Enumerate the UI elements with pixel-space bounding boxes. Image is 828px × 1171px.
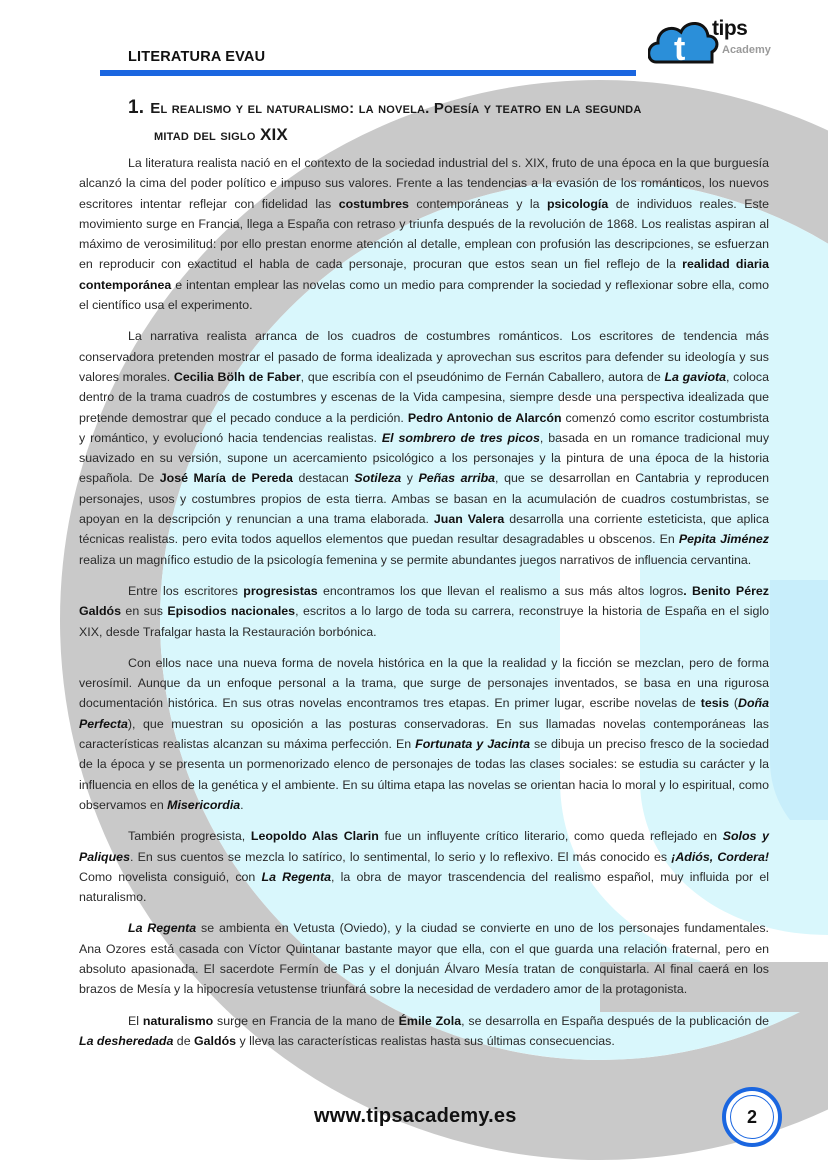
- emphasis: naturalismo: [142, 1013, 214, 1028]
- paragraph: [79, 918, 769, 999]
- text-run: . En sus cuentos se mezcla lo satírico, lo sentimental, lo serio y lo reflexivo. El más conocido es: [129, 849, 672, 864]
- text-run: .: [240, 797, 244, 812]
- work-title: La Regenta: [261, 869, 332, 884]
- text-run: (: [728, 696, 739, 711]
- text-run: También progresista,: [128, 829, 251, 844]
- text-run: desarrolla una corriente esteticista, que aplica técnicas realistas. pero evita todos aquellos elementos que puedan resultar desagradables u obscenos. En: [79, 512, 769, 547]
- text-run: , la obra de mayor trascendencia del realismo español, muy influida por el naturalismo.: [79, 869, 770, 905]
- work-title: Peñas arriba: [418, 471, 496, 486]
- work-title: ¡Adiós, Cordera!: [671, 849, 769, 864]
- work-title: La desheredada: [79, 1033, 174, 1048]
- emphasis: progresistas: [243, 583, 318, 598]
- emphasis: psicología: [546, 196, 609, 211]
- header-title: LITERATURA EVAU: [128, 49, 266, 65]
- text-run: La literatura realista nació en el contexto de la sociedad industrial del s. XIX, fruto de una época en la que burguesía alcanzó la cima del poder político e impuso sus valores. Frente a las tendencias a la evasión de los románticos, los nuevos escritores intentar reflejar con fidelidad las: [79, 156, 769, 211]
- text-run: , escritos a lo largo de toda su carrera, reconstruye la historia de España en el siglo XIX, desde Trafalgar hasta la Restauración borbónica.: [79, 604, 769, 639]
- text-run: Entre los escritores: [128, 583, 244, 598]
- paragraph: [79, 1011, 769, 1052]
- footer-website-link[interactable]: www.tipsacademy.es: [314, 1105, 517, 1127]
- text-run: realiza un magnífico estudio de la psicología femenina y se permite abundantes juegos narrativos de influencia cervantina.: [79, 552, 752, 567]
- text-run: se dibuja un preciso fresco de la sociedad de la época y se presenta un pormenorizado elenco de personajes de todas las clases sociales: se estudia su carácter y la influencia en ellos de la genética y el ambiente. En su última etapa las novelas se orientan hacia lo moral y lo espiritual, como observamos en: [79, 737, 769, 812]
- text-run: destacan: [292, 471, 355, 486]
- emphasis: tesis: [700, 696, 729, 711]
- paragraph: [79, 653, 769, 815]
- emphasis: Leopoldo Alas Clarin: [250, 829, 379, 844]
- section-title-line1: El realismo y el naturalismo: la novela. Poesía y teatro en la segunda: [150, 100, 642, 117]
- text-run: encontramos los que llevan el realismo a sus más altos logros: [317, 583, 684, 598]
- text-run: de individuos reales. Este movimiento surge en Francia, llega a España con retraso y triunfa después de la revolución de 1868. Los realistas aspiran al máximo de verosimilitud: por ello prestan enorme atención al detalle, emplean con profusión las descripciones, se esfuerzan en reproducir con exactitud el habla de cada personaje, procuran que estos sean un fiel reflejo de la: [79, 196, 769, 272]
- section-title-roman: XIX: [259, 125, 288, 144]
- emphasis: Pedro Antonio de Alarcón: [407, 410, 562, 425]
- work-title: Doña Perfecta: [79, 696, 769, 731]
- emphasis: Episodios nacionales: [167, 604, 296, 619]
- section-title: [128, 95, 778, 149]
- emphasis: Juan Valera: [433, 512, 505, 527]
- text-run: El: [128, 1013, 143, 1028]
- emphasis: . Benito Pérez Galdós: [79, 583, 769, 619]
- work-title: Solos y Paliques: [79, 829, 769, 864]
- text-run: de: [173, 1033, 195, 1048]
- text-run: e intentan emplear las novelas como un medio para comprender la sociedad y reflexionar sobre ella, como el científico usa el experimento.: [79, 277, 769, 313]
- emphasis: Émile Zola: [398, 1013, 462, 1028]
- work-title: El sombrero de tres picos: [381, 430, 540, 445]
- text-run: fue un influyente crítico literario, como queda reflejado en: [378, 829, 723, 844]
- emphasis: Galdós: [194, 1033, 237, 1048]
- work-title: Sotileza: [354, 471, 402, 486]
- logo-text: tips: [712, 17, 748, 40]
- work-title: Pepita Jiménez: [678, 532, 769, 547]
- text-run: , se desarrolla en España después de la publicación de: [461, 1013, 769, 1028]
- text-run: comenzó como escritor costumbrista y romántico, y evolucionó hacia tendencias realistas.: [79, 410, 770, 445]
- page-number: 2: [730, 1095, 774, 1139]
- text-run: Como novelista consiguió, con: [79, 869, 262, 884]
- text-run: , que escribía con el pseudónimo de Fernán Caballero, autora de: [300, 369, 665, 384]
- paragraph: [79, 826, 769, 907]
- text-run: , que se desarrollan en Cantabria y reproducen personajes, usos y costumbres propios de esta tierra. Ambas se basan en la acumulación de cuadros costumbristas, se apoyan en la descripción y renuncian a una trama elaborada.: [79, 471, 769, 527]
- text-run: contemporáneas y la: [408, 196, 547, 211]
- header-divider: [100, 70, 636, 76]
- section-title-line2: mitad del siglo: [154, 127, 260, 144]
- text-run: , coloca dentro de la trama cuadros de costumbres y escenas de la Vida campesina, siempre desde una perspectiva idealizada que pretende demostrar que el pecado conduce a la perdición.: [79, 369, 769, 425]
- work-title: La gaviota: [664, 369, 727, 384]
- section-number: 1.: [128, 97, 145, 118]
- emphasis: Cecilia Bölh de Faber: [173, 369, 301, 384]
- text-run: , basada en un romance tradicional muy suavizado en su versión, supone un acercamiento psicológico a los personajes y la pintura de una época de la historia española. De: [79, 430, 770, 486]
- text-run: Con ellos nace una nueva forma de novela histórica en la que la realidad y la ficción se mezclan, pero de forma verosímil. Aunque da un enfoque personal a la trama, que surge de personajes inventados, se basa en una rigurosa documentación histórica. En sus otras novelas encontramos tres etapas. En primer lugar, escribe novelas de: [79, 655, 769, 711]
- paragraph: [79, 326, 769, 570]
- text-run: y lleva las características realistas hasta sus últimas consecuencias.: [236, 1033, 615, 1048]
- svg-text:t: t: [674, 30, 686, 66]
- logo-subtext: Academy: [722, 44, 771, 56]
- emphasis: José María de Pereda: [159, 471, 293, 486]
- text-run: La narrativa realista arranca de los cuadros de costumbres románticos. Los escritores de tendencia más conservadora pretenden mostrar el pasado de forma idealizada y aprovechan sus escritos para defender su ideología y sus valores morales.: [79, 329, 769, 384]
- emphasis: realidad diaria contemporánea: [79, 257, 769, 292]
- text-run: ), que muestran su oposición a las posturas conservadoras. En sus llamadas novelas contemporáneas las características realistas alcanzan su máxima perfección. En: [79, 716, 769, 752]
- text-run: surge en Francia de la mano de: [213, 1013, 399, 1028]
- work-title: Fortunata y Jacinta: [415, 737, 530, 752]
- paragraph: [79, 581, 769, 642]
- body-text: [79, 153, 769, 1062]
- work-title: La Regenta: [128, 921, 197, 936]
- emphasis: costumbres: [338, 196, 409, 211]
- work-title: Misericordia: [167, 797, 241, 812]
- paragraph: [79, 153, 769, 315]
- page-number-badge: [722, 1087, 782, 1147]
- text-run: se ambienta en Vetusta (Oviedo), y la ciudad se convierte en uno de los personajes fundamentales. Ana Ozores está casada con Víctor Quintanar bastante mayor que ella, con el que guarda una relación fraternal, pero en absoluto apasionada. El sacerdote Fermín de Pas y el donjuán Álvaro Mesía tratan de conquistarla. Al final caerá en los brazos de Mesía y la hipocresía vetustense triunfará sobre la necesidad de verdadero amor de la protagonista.: [79, 921, 770, 997]
- text-run: en sus: [121, 604, 168, 619]
- text-run: y: [401, 471, 419, 486]
